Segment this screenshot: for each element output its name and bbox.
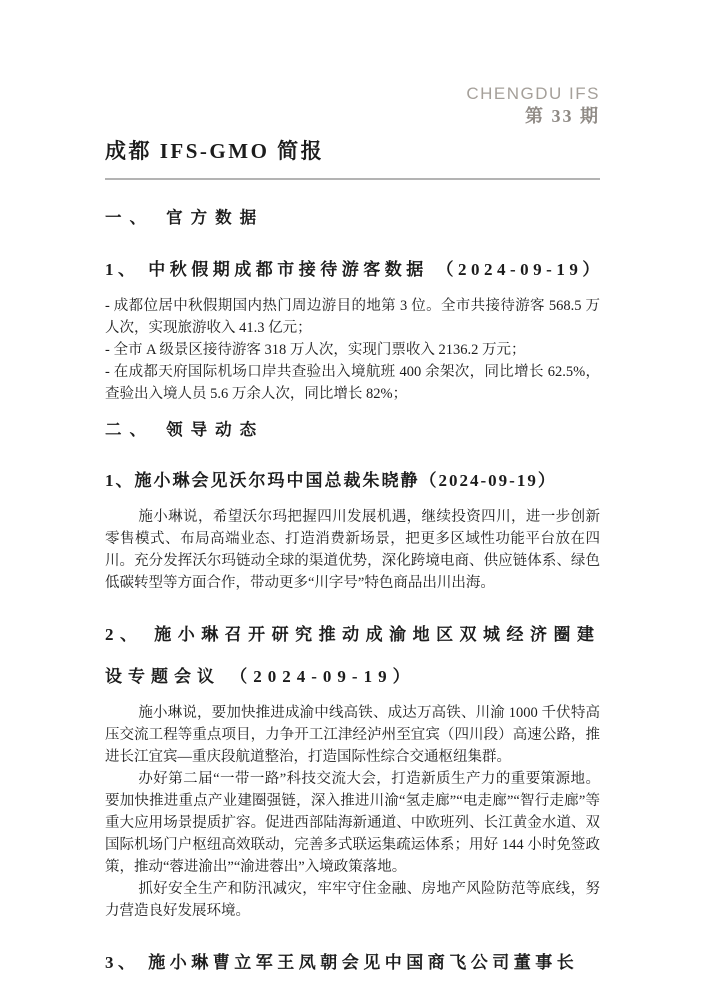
- section-heading: 一、 官方数据: [105, 208, 265, 228]
- item-heading: 1、施小琳会见沃尔玛中国总裁朱晓静（2024-09-19）: [105, 471, 557, 491]
- item-heading: 2、 施小琳召开研究推动成渝地区双城经济圈建设专题会议 （2024-09-19）: [105, 625, 600, 687]
- item-body: [105, 506, 600, 594]
- news-item: [105, 942, 600, 984]
- document-title: 成都 IFS-GMO 简报: [105, 139, 325, 164]
- paragraph: 办好第二届“一带一路”科技交流大会，打造新质生产力的重要策源地。要加快推进重点产业建圈强链，深入推进川渝“氢走廊”“电走廊”“智行走廊”等重大应用场景提质扩容。促进西部陆海新通道、中欧班列、长江黄金水道、双国际机场门户枢纽高效联动，完善多式联运集疏运体系；用好 144 小时免签政策，推动“蓉进渝出”“渝进蓉出”入境政策落地。: [105, 771, 600, 876]
- item-body: [105, 702, 600, 922]
- news-item: [105, 614, 600, 922]
- bullet-list: [105, 295, 600, 405]
- bullet-item: - 成都位居中秋假期国内热门周边游目的地第 3 位。全市共接待游客 568.5 万人次，实现旅游收入 41.3 亿元；: [105, 297, 600, 336]
- brand-logo-text: CHENGDU IFS: [466, 84, 600, 103]
- paragraph: 抓好安全生产和防汛减灾，牢牢守住金融、房地产风险防范等底线，努力营造良好发展环境。: [105, 881, 600, 920]
- item-heading: 1、 中秋假期成都市接待游客数据 （2024-09-19）: [105, 259, 604, 279]
- news-item: [105, 460, 600, 594]
- item-heading: 3、 施小琳曹立军王凤朝会见中国商飞公司董事长: [105, 953, 579, 973]
- section-heading: 二、 领导动态: [105, 419, 265, 439]
- bullet-item: - 全市 A 级景区接待游客 318 万人次，实现门票收入 2136.2 万元；: [105, 341, 526, 358]
- paragraph: 施小琳说，希望沃尔玛把握四川发展机遇，继续投资四川，进一步创新零售模式、布局高端业态、打造消费新场景，把更多区域性功能平台放在四川。充分发挥沃尔玛链动全球的渠道优势，深化跨境电商、供应链体系、绿色低碳转型等方面合作，带动更多“川字号”特色商品出川出海。: [105, 509, 600, 592]
- section-leader-news: [105, 419, 600, 984]
- issue-number: 第 33 期: [525, 105, 600, 126]
- masthead: [105, 84, 600, 126]
- bullet-item: - 在成都天府国际机场口岸共查验出入境航班 400 余架次，同比增长 62.5%，查验出入境人员 5.6 万余人次，同比增长 82%；: [105, 363, 600, 402]
- section-official-data: [105, 207, 604, 404]
- paragraph: 施小琳说，要加快推进成渝中线高铁、成达万高铁、川渝 1000 千伏特高压交流工程等重点项目，力争开工江津经泸州至宜宾（四川段）高速公路，推进长江宜宾—重庆段航道整治，打造国际性综合交通枢纽集群。: [105, 705, 600, 766]
- news-item: [105, 249, 604, 405]
- title-divider: [105, 178, 600, 180]
